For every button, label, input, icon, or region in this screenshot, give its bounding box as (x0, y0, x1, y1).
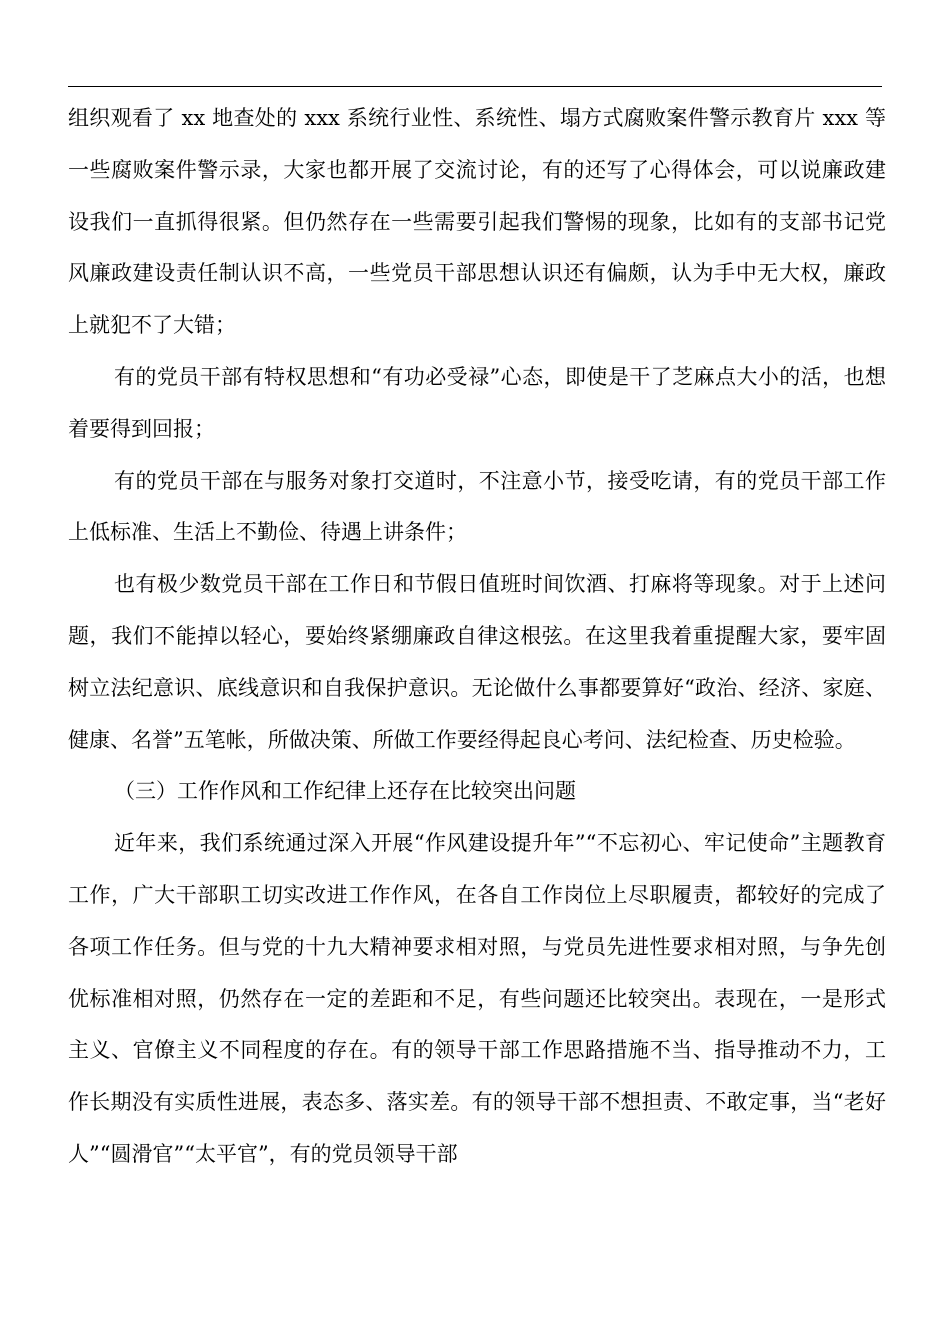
paragraph-1: 组织观看了 xx 地查处的 xxx 系统行业性、系统性、塌方式腐败案件警示教育片 xxx 等一些腐败案件警示录，大家也都开展了交流讨论，有的还写了心得体会，可以说廉政建设我们一直抓得很紧。但仍然存在一些需要引起我们警惕的现象，比如有的支部书记党风廉政建设责任制认识不高，一些党员干部思想认识还有偏颇，认为手中无大权，廉政上就犯不了大错； (68, 106, 886, 338)
section-heading: （三）工作作风和工作纪律上还存在比较突出问题 (114, 779, 576, 804)
paragraph-4: 也有极少数党员干部在工作日和节假日值班时间饮酒、打麻将等现象。对于上述问题，我们不能掉以轻心，要始终紧绷廉政自律这根弦。在这里我着重提醒大家，要牢固树立法纪意识、底线意识和自我保护意识。无论做什么事都要算好“政治、经济、家庭、健康、名誉”五笔帐，所做决策、所做工作要经得起良心考问、法纪检查、历史检验。 (68, 572, 886, 752)
header-rule (68, 86, 882, 87)
paragraph-3: 有的党员干部在与服务对象打交道时，不注意小节，接受吃请，有的党员干部工作上低标准、生活上不勤俭、待遇上讲条件； (68, 468, 886, 545)
paragraph-2: 有的党员干部有特权思想和“有功必受禄”心态，即使是干了芝麻点大小的活，也想着要得到回报； (68, 364, 886, 441)
document-body (68, 93, 886, 1181)
paragraph-5: 近年来，我们系统通过深入开展“作风建设提升年”“不忘初心、牢记使命”主题教育工作，广大干部职工切实改进工作作风，在各自工作岗位上尽职履责，都较好的完成了各项工作任务。但与党的十九大精神要求相对照，与党员先进性要求相对照，与争先创优标准相对照，仍然存在一定的差距和不足，有些问题还比较突出。表现在，一是形式主义、官僚主义不同程度的存在。有的领导干部工作思路措施不当、指导推动不力，工作长期没有实质性进展，表态多、落实差。有的领导干部不想担责、不敢定事，当“老好人”“圆滑官”“太平官”，有的党员领导干部 (68, 831, 886, 1166)
